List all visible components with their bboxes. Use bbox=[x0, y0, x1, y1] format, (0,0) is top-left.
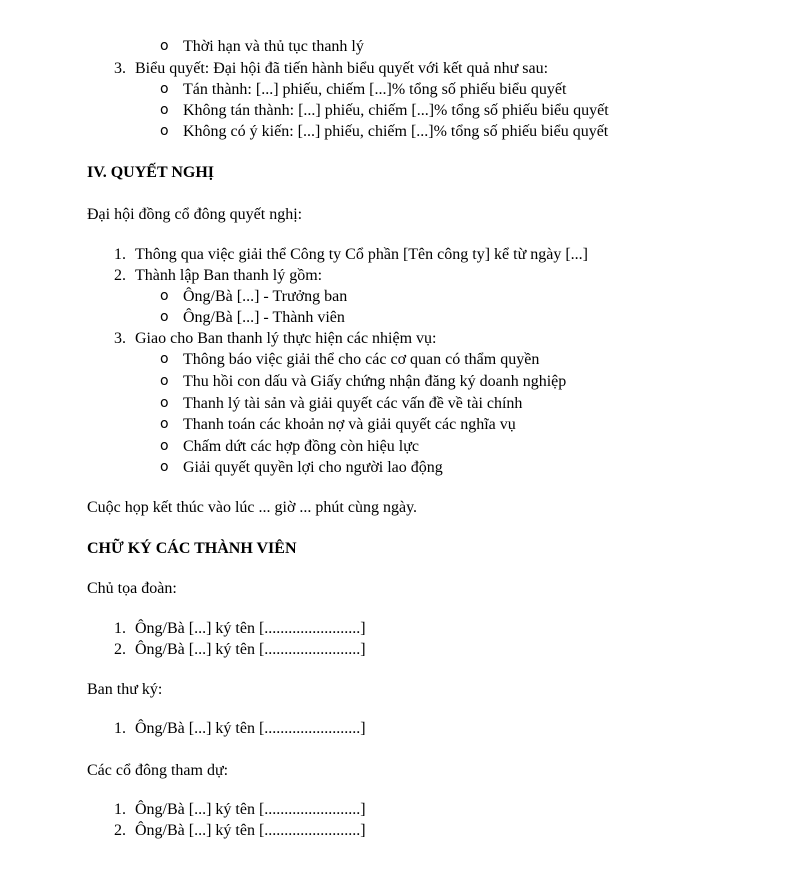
list-number: 1. bbox=[114, 720, 126, 737]
bullet-marker: o bbox=[160, 351, 169, 367]
group-label: Chủ tọa đoàn: bbox=[87, 580, 177, 597]
bullet-marker: o bbox=[160, 102, 169, 118]
resolution-intro: Đại hội đồng cổ đông quyết nghị: bbox=[87, 206, 303, 223]
task-item: Thanh lý tài sản và giải quyết các vấn đề về tài chính bbox=[183, 395, 523, 412]
bullet-marker: o bbox=[160, 416, 169, 432]
signature-line: Ông/Bà [...] ký tên [........................] bbox=[135, 641, 366, 658]
vote-bullet: Tán thành: [...] phiếu, chiếm [...]% tổng số phiếu biểu quyết bbox=[183, 81, 567, 98]
list-number: 3. bbox=[114, 60, 126, 77]
closing-text: Cuộc họp kết thúc vào lúc ... giờ ... phút cùng ngày. bbox=[87, 499, 418, 516]
bullet-marker: o bbox=[160, 459, 169, 475]
vote-bullet: Không tán thành: [...] phiếu, chiếm [...]% tổng số phiếu biểu quyết bbox=[183, 102, 609, 119]
list-number: 1. bbox=[114, 246, 126, 263]
bullet-marker: o bbox=[160, 438, 169, 454]
bullet-marker: o bbox=[160, 395, 169, 411]
section-heading bbox=[87, 538, 297, 559]
bullet-marker: o bbox=[160, 373, 169, 389]
signature-line: Ông/Bà [...] ký tên [........................] bbox=[135, 801, 366, 818]
resolution-item-text: Thông qua việc giải thể Công ty Cổ phần [Tên công ty] kể từ ngày [...] bbox=[135, 246, 589, 263]
list-number: 2. bbox=[114, 641, 126, 658]
resolution-heading: IV. QUYẾT NGHỊ bbox=[87, 164, 214, 181]
task-item: Thông báo việc giải thể cho các cơ quan có thẩm quyền bbox=[183, 351, 540, 368]
list-number: 2. bbox=[114, 267, 126, 284]
signature-line: Ông/Bà [...] ký tên [........................] bbox=[135, 720, 366, 737]
bullet-marker: o bbox=[160, 38, 169, 54]
vote-text: Biểu quyết: Đại hội đã tiến hành biểu quyết với kết quả như sau: bbox=[135, 60, 549, 77]
signatures-heading: CHỮ KÝ CÁC THÀNH VIÊN bbox=[87, 540, 297, 557]
list-number: 1. bbox=[114, 620, 126, 637]
group-label: Các cổ đông tham dự: bbox=[87, 762, 229, 779]
group-label: Ban thư ký: bbox=[87, 681, 163, 698]
bullet-marker: o bbox=[160, 288, 169, 304]
board-member: Ông/Bà [...] - Trưởng ban bbox=[183, 288, 348, 305]
term-bullet-text: Thời hạn và thủ tục thanh lý bbox=[183, 38, 364, 55]
task-item: Chấm dứt các hợp đồng còn hiệu lực bbox=[183, 438, 419, 455]
resolution-item-text: Giao cho Ban thanh lý thực hiện các nhiệm vụ: bbox=[135, 330, 437, 347]
signature-line: Ông/Bà [...] ký tên [........................] bbox=[135, 620, 366, 637]
list-number: 2. bbox=[114, 822, 126, 839]
resolution-item-text: Thành lập Ban thanh lý gồm: bbox=[135, 267, 323, 284]
task-item: Thanh toán các khoản nợ và giải quyết các nghĩa vụ bbox=[183, 416, 516, 433]
signature-line: Ông/Bà [...] ký tên [........................] bbox=[135, 822, 366, 839]
vote-bullet: Không có ý kiến: [...] phiếu, chiếm [...]% tổng số phiếu biểu quyết bbox=[183, 123, 609, 140]
bullet-marker: o bbox=[160, 309, 169, 325]
board-member: Ông/Bà [...] - Thành viên bbox=[183, 309, 345, 326]
task-item: Giải quyết quyền lợi cho người lao động bbox=[183, 459, 443, 476]
section-heading bbox=[87, 162, 214, 183]
bullet-marker: o bbox=[160, 81, 169, 97]
task-item: Thu hồi con dấu và Giấy chứng nhận đăng ký doanh nghiệp bbox=[183, 373, 567, 390]
list-number: 1. bbox=[114, 801, 126, 818]
bullet-marker: o bbox=[160, 123, 169, 139]
list-number: 3. bbox=[114, 330, 126, 347]
